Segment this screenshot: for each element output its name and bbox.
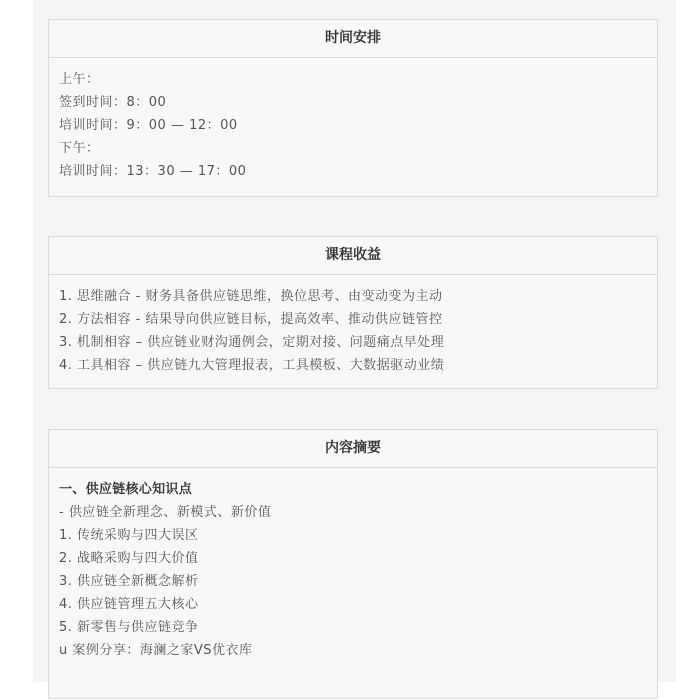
schedule-line: 培训时间：9：00 — 12：00 <box>59 118 238 133</box>
summary-title: 内容摘要 <box>49 430 657 468</box>
schedule-line: 上午： <box>59 72 100 87</box>
benefits-body <box>49 275 657 377</box>
summary-item: - 供应链全新理念、新模式、新价值 <box>59 505 272 520</box>
summary-item: 3. 供应链全新概念解析 <box>59 574 199 589</box>
summary-section <box>48 429 658 699</box>
summary-body <box>49 468 657 662</box>
schedule-section <box>48 19 658 197</box>
benefit-item: 2. 方法相容 - 结果导向供应链目标，提高效率、推动供应链管控 <box>59 312 443 327</box>
summary-item: 2. 战略采购与四大价值 <box>59 551 199 566</box>
schedule-line: 培训时间：13：30 — 17：00 <box>59 164 247 179</box>
benefits-section <box>48 236 658 389</box>
summary-item: 5. 新零售与供应链竞争 <box>59 620 199 635</box>
schedule-line: 下午： <box>59 141 100 156</box>
benefit-item: 1. 思维融合 - 财务具备供应链思维，换位思考、由变动变为主动 <box>59 289 443 304</box>
benefit-item: 3. 机制相容 – 供应链业财沟通例会，定期对接、问题痛点早处理 <box>59 335 445 350</box>
schedule-title: 时间安排 <box>49 20 657 58</box>
benefits-title: 课程收益 <box>49 237 657 275</box>
summary-item: 4. 供应链管理五大核心 <box>59 597 199 612</box>
benefit-item: 4. 工具相容 – 供应链九大管理报表，工具模板、大数据驱动业绩 <box>59 358 445 373</box>
schedule-line: 签到时间：8：00 <box>59 95 167 110</box>
summary-heading: 一、供应链核心知识点 <box>59 482 193 497</box>
schedule-body <box>49 58 657 183</box>
summary-case-item: u 案例分享：海澜之家VS优衣库 <box>59 643 253 658</box>
summary-item: 1. 传统采购与四大误区 <box>59 528 199 543</box>
